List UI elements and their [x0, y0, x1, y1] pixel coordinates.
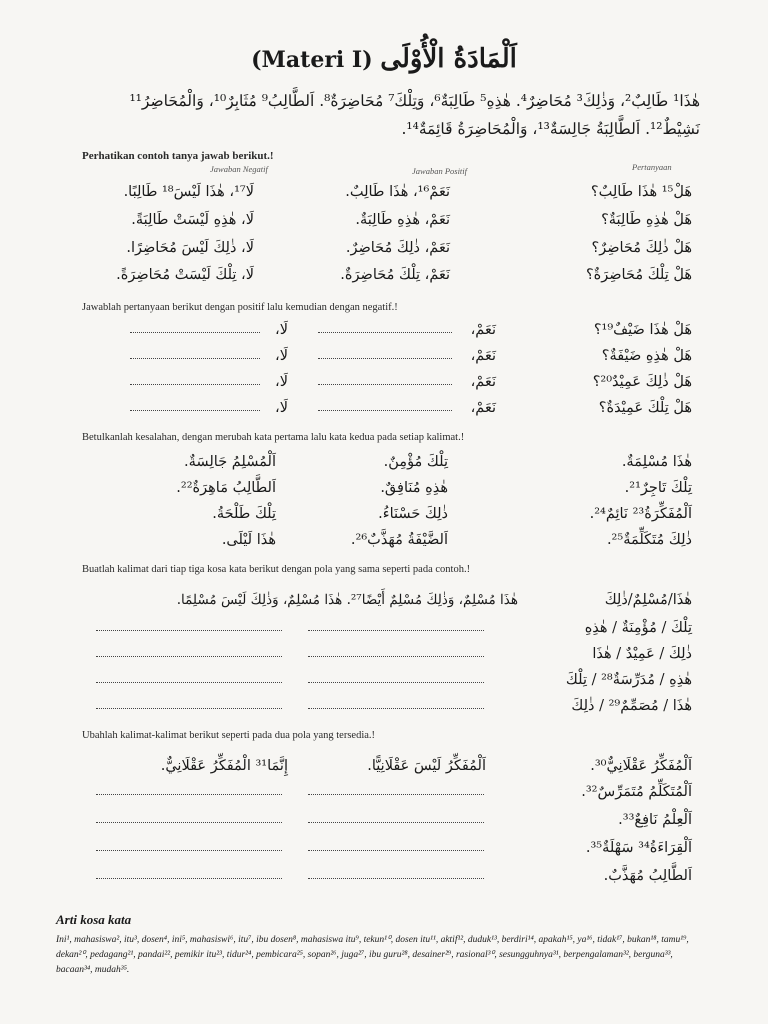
- page-title: [0, 44, 768, 74]
- section4-row: [0, 668, 768, 692]
- section5-example-negative: اَلْمُفَكِّرُ لَيْسَ عَقْلَانِيًّا.: [367, 758, 486, 774]
- section5-blank-2[interactable]: [96, 878, 282, 879]
- section1-row: [0, 208, 768, 232]
- section4-example-row: [0, 588, 768, 612]
- section4-words: ذٰلِكَ / عَمِيْدٌ / هٰذَا: [592, 646, 692, 662]
- section3-sentence: اَلْمُسْلِمُ جَالِسَةٌ.: [184, 454, 276, 470]
- section1-row: [0, 263, 768, 287]
- section3-sentence: تِلْكَ تَاجِرٌ²¹.: [624, 480, 692, 496]
- section5-instruction: Ubahlah kalimat-kalimat berikut seperti pada dua pola yang tersedia.!: [82, 730, 376, 741]
- section2-yes-label: نَعَمْ،: [470, 374, 496, 390]
- section2-question: هَلْ هٰذَا ضَيْفٌ¹⁹؟: [593, 322, 692, 338]
- section4-example-words: هٰذَا/مُسْلِمٌ/ذٰلِكَ: [604, 592, 692, 608]
- section2-negative-blank[interactable]: [130, 384, 260, 385]
- section4-blank-2[interactable]: [96, 630, 282, 631]
- section4-blank-2[interactable]: [96, 708, 282, 709]
- section4-blank-1[interactable]: [308, 630, 484, 631]
- section2-no-label: لَا،: [275, 374, 288, 390]
- section2-positive-blank[interactable]: [318, 358, 452, 359]
- section5-sentence: اَلطَّالِبُ مُهَذَّبٌ.: [603, 868, 692, 884]
- section5-row: [0, 780, 768, 804]
- section3-row: [0, 502, 768, 526]
- section2-no-label: لَا،: [275, 322, 288, 338]
- section1-negative: لَا، تِلْكَ لَيْسَتْ مُحَاضِرَةً.: [116, 267, 254, 283]
- section2-yes-label: نَعَمْ،: [470, 348, 496, 364]
- section5-sentence: اَلْقِرَاءَةُ³⁴ سَهْلَةٌ³⁵.: [585, 840, 692, 856]
- section5-example-row: [0, 754, 768, 778]
- intro-line-2: نَشِيْطٌ¹². اَلطَّالِبَةُ جَالِسَةٌ¹³، وَالْمُحَاضِرَةُ قَائِمَةٌ¹⁴.: [401, 120, 700, 138]
- vocab-text: Ini¹, mahasiswa², itu³, dosen⁴, ini⁵, mahasiswi⁶, itu⁷, ibu dosen⁸, mahasiswa itu⁹, tekun¹⁰, dosen itu¹¹, aktif¹², duduk¹³, berdiri¹⁴, apakah¹⁵, ya¹⁶, tidak¹⁷, bukan¹⁸, tamu¹⁹, dekan²⁰, pedagang²¹, pandai²², pemikir itu²³, tidur²⁴, pembicara²⁵, sopan²⁶, juga²⁷, ibu guru²⁸, desainer²⁹, rasional³⁰, sesungguhnya³¹, berpengalaman³², berguna³³, bacaan³⁴, mudah³⁵.: [56, 935, 689, 975]
- section1-question: هَلْ ذٰلِكَ مُحَاضِرٌ؟: [591, 240, 692, 256]
- section3-sentence: تِلْكَ مُؤْمِنٌ.: [383, 454, 448, 470]
- section2-negative-blank[interactable]: [130, 332, 260, 333]
- section5-row: [0, 864, 768, 888]
- section1-positive: نَعَمْ، هٰذِهِ طَالِبَةٌ.: [355, 212, 450, 228]
- section2-question: هَلْ تِلْكَ عَمِيْدَةٌ؟: [598, 400, 692, 416]
- section4-blank-2[interactable]: [96, 682, 282, 683]
- section4-words: هٰذِهِ / مُدَرِّسَةٌ²⁸ / تِلْكَ: [565, 672, 692, 688]
- section1-positive: نَعَمْ، ذٰلِكَ مُحَاضِرٌ.: [345, 240, 450, 256]
- section5-example-innama: إِنَّمَا³¹ الْمُفَكِّرُ عَقْلَانِيٌّ.: [160, 758, 288, 774]
- section1-positive: نَعَمْ، تِلْكَ مُحَاضِرَةٌ.: [340, 267, 450, 283]
- section1-question: هَلْ هٰذِهِ طَالِبَةٌ؟: [601, 212, 692, 228]
- section3-sentence: هٰذِهِ مُنَافِقٌ.: [380, 480, 448, 496]
- section2-negative-blank[interactable]: [130, 410, 260, 411]
- section3-instruction: Betulkanlah kesalahan, dengan merubah kata pertama lalu kata kedua pada setiap kalimat.!: [82, 432, 465, 443]
- section2-row: [0, 318, 768, 342]
- section2-positive-blank[interactable]: [318, 384, 452, 385]
- section5-blank-1[interactable]: [308, 822, 484, 823]
- section2-positive-blank[interactable]: [318, 410, 452, 411]
- section2-instruction: Jawablah pertanyaan berikut dengan positif lalu kemudian dengan negatif.!: [82, 302, 398, 313]
- section5-row: [0, 808, 768, 832]
- section4-blank-1[interactable]: [308, 708, 484, 709]
- section2-negative-blank[interactable]: [130, 358, 260, 359]
- section2-positive-blank[interactable]: [318, 332, 452, 333]
- section3-sentence: تِلْكَ طَلْحَةُ.: [212, 506, 276, 522]
- section4-row: [0, 642, 768, 666]
- section2-question: هَلْ هٰذِهِ ضَيْفَةٌ؟: [601, 348, 692, 364]
- section1-question: هَلْ تِلْكَ مُحَاضِرَةٌ؟: [585, 267, 692, 283]
- section3-row: [0, 528, 768, 552]
- section1-negative: لَا، هٰذِهِ لَيْسَتْ طَالِبَةً.: [131, 212, 254, 228]
- section4-row: [0, 694, 768, 718]
- section5-blank-2[interactable]: [96, 850, 282, 851]
- section3-row: [0, 476, 768, 500]
- title-latin: (Materi I): [251, 47, 373, 73]
- section3-sentence: ذٰلِكَ حَسْنَاءُ.: [378, 506, 448, 522]
- section5-blank-1[interactable]: [308, 794, 484, 795]
- section1-instruction: Perhatikan contoh tanya jawab berikut.!: [82, 150, 274, 162]
- section4-words: هٰذَا / مُصَمِّمٌ²⁹ / ذٰلِكَ: [571, 698, 692, 714]
- section1-negative: لَا، ذٰلِكَ لَيْسَ مُحَاضِرًا.: [126, 240, 254, 256]
- section1-col-question: Pertanyaan: [632, 162, 672, 172]
- section4-example-answer: هٰذَا مُسْلِمٌ، وَذٰلِكَ مُسْلِمٌ أَيْضًا²⁷. هٰذَا مُسْلِمٌ، وَذٰلِكَ لَيْسَ مُسْلِمًا.: [176, 592, 518, 608]
- intro-line-1: هٰذَا¹ طَالِبٌ²، وَذٰلِكَ³ مُحَاضِرٌ⁴. هٰذِهِ⁵ طَالِبَةٌ⁶، وَتِلْكَ⁷ مُحَاضِرَةٌ⁸. اَلطَّالِبُ⁹ مُثَابِرٌ¹⁰، وَالْمُحَاضِرُ¹¹: [129, 92, 700, 110]
- section3-sentence: هٰذَا لَيْلَى.: [221, 532, 276, 548]
- section5-blank-1[interactable]: [308, 850, 484, 851]
- section5-sentence: اَلْمُتَكَلِّمُ مُتَمَرِّسٌ³².: [581, 784, 692, 800]
- section2-row: [0, 344, 768, 368]
- section2-no-label: لَا،: [275, 400, 288, 416]
- section2-yes-label: نَعَمْ،: [470, 400, 496, 416]
- section2-row: [0, 370, 768, 394]
- section5-blank-1[interactable]: [308, 878, 484, 879]
- title-arabic: اَلْمَادَةُ الْأُوْلَى: [380, 44, 517, 74]
- section2-row: [0, 396, 768, 420]
- section1-negative: لَا¹⁷، هٰذَا لَيْسَ¹⁸ طَالِبًا.: [123, 184, 254, 200]
- section3-sentence: اَلضَّيْفَةُ مُهَذَّبٌ²⁶.: [350, 532, 448, 548]
- section2-question: هَلْ ذٰلِكَ عَمِيْدٌ²⁰؟: [592, 374, 692, 390]
- section1-row: [0, 180, 768, 204]
- section5-sentence: اَلْعِلْمُ نَافِعٌ³³.: [618, 812, 692, 828]
- section1-col-negative: Jawaban Negatif: [210, 164, 268, 174]
- section1-row: [0, 236, 768, 260]
- section3-sentence: ذٰلِكَ مُتَكَلِّمَةٌ²⁵.: [606, 532, 692, 548]
- section4-blank-1[interactable]: [308, 656, 484, 657]
- section5-example-sentence: اَلْمُفَكِّرُ عَقْلَانِيٌّ³⁰.: [590, 758, 692, 774]
- section3-sentence: اَلْمُفَكِّرَةُ²³ نَائِمٌ²⁴.: [589, 506, 692, 522]
- section4-row: [0, 616, 768, 640]
- section3-sentence: هٰذَا مُسْلِمَةٌ.: [621, 454, 692, 470]
- section4-words: تِلْكَ / مُؤْمِنَةٌ / هٰذِهِ: [584, 620, 692, 636]
- section3-sentence: اَلطَّالِبُ مَاهِرَةٌ²².: [176, 480, 276, 496]
- section5-blank-2[interactable]: [96, 794, 282, 795]
- section4-blank-2[interactable]: [96, 656, 282, 657]
- section1-col-positive: Jawaban Positif: [412, 166, 468, 176]
- vocab-title: Arti kosa kata: [56, 912, 132, 927]
- section4-blank-1[interactable]: [308, 682, 484, 683]
- section2-yes-label: نَعَمْ،: [470, 322, 496, 338]
- section5-blank-2[interactable]: [96, 822, 282, 823]
- section3-row: [0, 450, 768, 474]
- section5-row: [0, 836, 768, 860]
- section2-no-label: لَا،: [275, 348, 288, 364]
- section1-positive: نَعَمْ¹⁶، هٰذَا طَالِبٌ.: [345, 184, 450, 200]
- section1-question: هَلْ¹⁵ هٰذَا طَالِبٌ؟: [590, 184, 692, 200]
- section4-instruction: Buatlah kalimat dari tiap tiga kosa kata berikut dengan pola yang sama seperti pada contoh.!: [82, 564, 471, 575]
